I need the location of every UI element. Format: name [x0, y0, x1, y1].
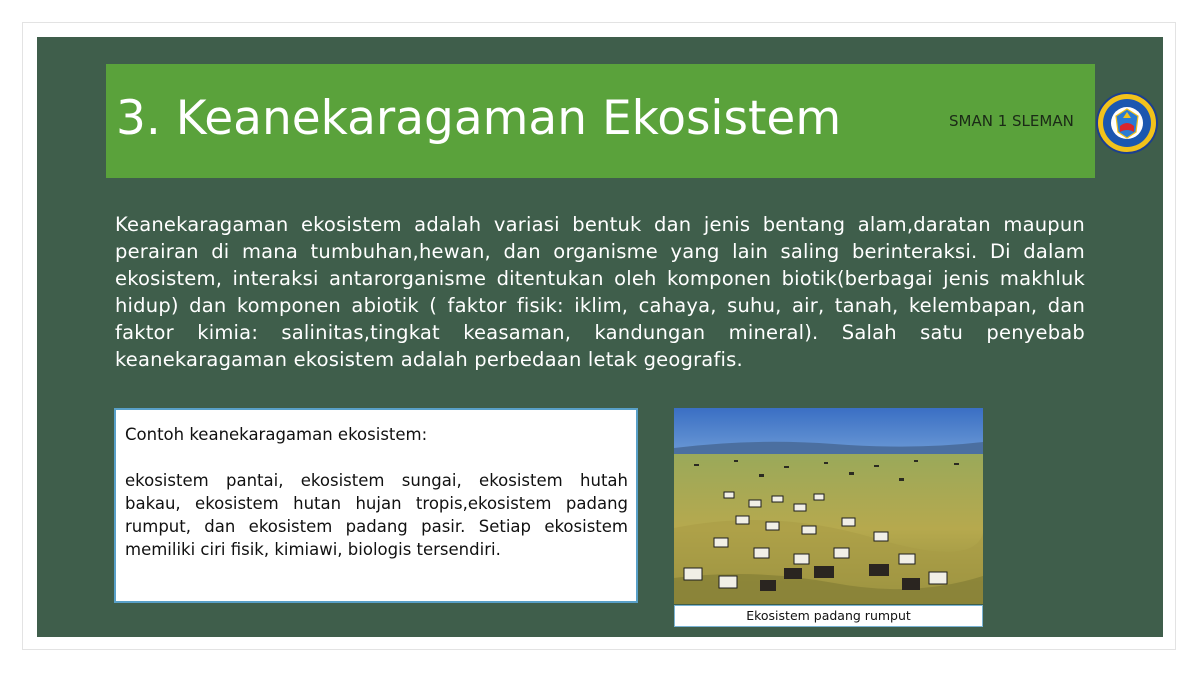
slide-title: 3. Keanekaragaman Ekosistem — [116, 91, 842, 146]
example-heading: Contoh keanekaragaman ekosistem: — [125, 425, 428, 444]
title-band — [106, 64, 1095, 178]
example-box — [114, 408, 638, 603]
description-paragraph: Keanekaragaman ekosistem adalah variasi bentuk dan jenis bentang alam,daratan maupun perairan di mana tumbuhan,hewan, dan organisme yang lain saling berinteraksi. Di dalam ekosistem, interaksi antarorganisme ditentukan oleh komponen biotik(berbagai jenis makhluk hidup) dan komponen abiotik ( faktor fisik: iklim, cahaya, suhu, air, tanah, kelembapan, dan faktor kimia: salinitas,tingkat keasaman, kandungan mineral). Salah satu penyebab keanekaragaman ekosistem adalah perbedaan letak geografis. — [115, 213, 1085, 371]
grassland-photo — [674, 408, 983, 604]
photo-caption: Ekosistem padang rumput — [674, 605, 983, 627]
slide — [37, 37, 1163, 637]
school-name: SMAN 1 SLEMAN — [949, 112, 1074, 130]
school-emblem-icon — [1096, 92, 1158, 154]
example-body: ekosistem pantai, ekosistem sungai, ekosistem hutah bakau, ekosistem hutan hujan tropis,ekosistem padang rumput, dan ekosistem padang pasir. Setiap ekosistem memiliki ciri fisik, kimiawi, biologis tersendiri. — [125, 471, 628, 559]
